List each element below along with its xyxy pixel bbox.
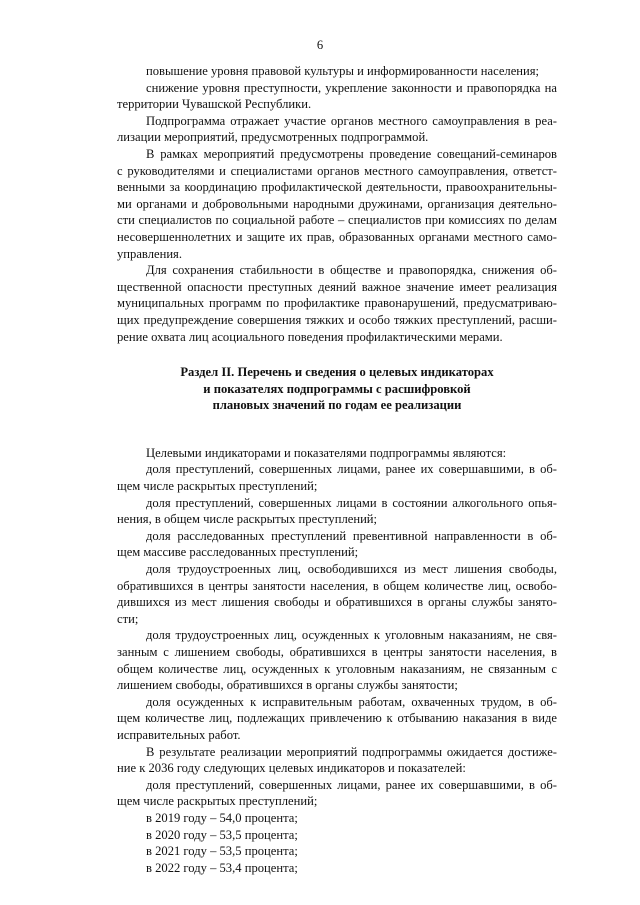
text-line: щественной опасности преступных деяний важное значение имеет реализация bbox=[117, 279, 557, 294]
section-heading bbox=[117, 364, 557, 414]
text-line: доля преступлений, совершенных лицами, ранее их совершавшими, в об- bbox=[146, 777, 557, 792]
spacer bbox=[117, 414, 557, 445]
text-line: Целевыми индикаторами и показателями подпрограммы являются: bbox=[146, 445, 507, 460]
text-line: щих предупреждение совершения тяжких и особо тяжких преступлений, расши- bbox=[117, 312, 557, 327]
paragraph bbox=[117, 528, 557, 561]
heading-line: Раздел II. Перечень и сведения о целевых индикаторах bbox=[180, 365, 494, 380]
text-line: управления. bbox=[117, 246, 182, 261]
text-line: щем числе раскрытых преступлений; bbox=[117, 794, 318, 809]
text-line: венными за координацию профилактической деятельности, правоохранительны- bbox=[117, 180, 557, 195]
text-line: сти; bbox=[117, 611, 139, 626]
text-line: щем числе раскрытых преступлений; bbox=[117, 479, 318, 494]
text-line: Для сохранения стабильности в обществе и правопорядка, снижения об- bbox=[146, 263, 557, 278]
text-line: территории Чувашской Республики. bbox=[117, 97, 312, 112]
text-line: дившихся из мест лишения свободы и обратившихся в органы службы занято- bbox=[117, 595, 557, 610]
paragraph bbox=[117, 495, 557, 528]
year-value-item: в 2021 году – 53,5 процента; bbox=[146, 844, 298, 859]
text-line: повышение уровня правовой культуры и информированности населения; bbox=[146, 64, 540, 78]
text-line: доля трудоустроенных лиц, осужденных к уголовным наказаниям, не свя- bbox=[146, 628, 557, 643]
text-line: лизации мероприятий, предусмотренных подпрограммой. bbox=[117, 130, 429, 145]
paragraph bbox=[117, 777, 557, 810]
year-values-list bbox=[117, 810, 557, 876]
paragraph bbox=[117, 445, 557, 462]
paragraph bbox=[117, 694, 557, 744]
text-line: щем массиве расследованных преступлений; bbox=[117, 545, 359, 560]
text-line: снижение уровня преступности, укрепление законности и правопорядка на bbox=[146, 80, 557, 95]
indicators-section bbox=[117, 445, 557, 876]
paragraph bbox=[117, 80, 557, 113]
spacer bbox=[117, 345, 557, 364]
paragraph bbox=[117, 561, 557, 627]
text-line: несовершеннолетних и защите их прав, образованных органами местного само- bbox=[117, 229, 557, 244]
text-line: общем количестве лиц, осужденных к уголовным наказаниям, не связанным с bbox=[117, 661, 557, 676]
year-value-item: в 2020 году – 53,5 процента; bbox=[146, 827, 298, 842]
text-line: доля трудоустроенных лиц, освободившихся из мест лишения свободы, bbox=[146, 562, 557, 577]
paragraph bbox=[117, 63, 557, 80]
text-line: доля преступлений, совершенных лицами в состоянии алкогольного опья- bbox=[146, 495, 557, 510]
text-line: обратившихся в центры занятости населения, в общем количестве лиц, освобо- bbox=[117, 578, 557, 593]
text-line: доля преступлений, совершенных лицами, ранее их совершавшими, в об- bbox=[146, 462, 557, 477]
text-line: муниципальных программ по профилактике правонарушений, предусматриваю- bbox=[117, 296, 557, 311]
text-line: нения, в общем числе раскрытых преступлений; bbox=[117, 512, 378, 527]
text-line: щем количестве лиц, подлежащих привлечению к отбыванию наказания в виде bbox=[117, 711, 557, 726]
heading-line: плановых значений по годам ее реализации bbox=[212, 398, 462, 413]
text-line: рение охвата лиц асоциального поведения профилактическими мерами. bbox=[117, 329, 503, 344]
text-line: В рамках мероприятий предусмотрены проведение совещаний-семинаров bbox=[146, 146, 557, 161]
page-number: 6 bbox=[316, 38, 324, 52]
text-line: доля расследованных преступлений превентивной направленности в об- bbox=[146, 528, 557, 543]
heading-line: и показателях подпрограммы с расшифровкой bbox=[203, 381, 471, 396]
text-line: Подпрограмма отражает участие органов местного самоуправления в реа- bbox=[146, 113, 557, 128]
text-line: сти специалистов по социальной работе – специалистов при комиссиях по делам bbox=[117, 213, 557, 228]
paragraph bbox=[117, 627, 557, 693]
text-line: В результате реализации мероприятий подпрограммы ожидается достиже- bbox=[146, 744, 557, 759]
text-line: с руководителями и специалистами органов местного самоуправления, ответст- bbox=[117, 163, 557, 178]
paragraph bbox=[117, 262, 557, 345]
intro-section bbox=[117, 63, 557, 345]
text-line: ние к 2036 году следующих целевых индикаторов и показателей: bbox=[117, 761, 466, 776]
text-line: лишением свободы, обратившихся в органы службы занятости; bbox=[117, 678, 458, 693]
year-value-item: в 2022 году – 53,4 процента; bbox=[146, 860, 298, 875]
text-line: доля осужденных к исправительным работам, охваченных трудом, в об- bbox=[146, 694, 557, 709]
text-line: ми органами и добровольными народными дружинами, организация деятельно- bbox=[117, 196, 557, 211]
paragraph bbox=[117, 146, 557, 262]
paragraph bbox=[117, 113, 557, 146]
paragraph bbox=[117, 744, 557, 777]
year-value-item: в 2019 году – 54,0 процента; bbox=[146, 810, 298, 825]
text-line: занным с лишением свободы, обратившихся в центры занятости населения, в bbox=[117, 645, 557, 659]
text-line: исправительных работ. bbox=[117, 727, 241, 742]
page-body bbox=[117, 63, 557, 876]
paragraph bbox=[117, 461, 557, 494]
